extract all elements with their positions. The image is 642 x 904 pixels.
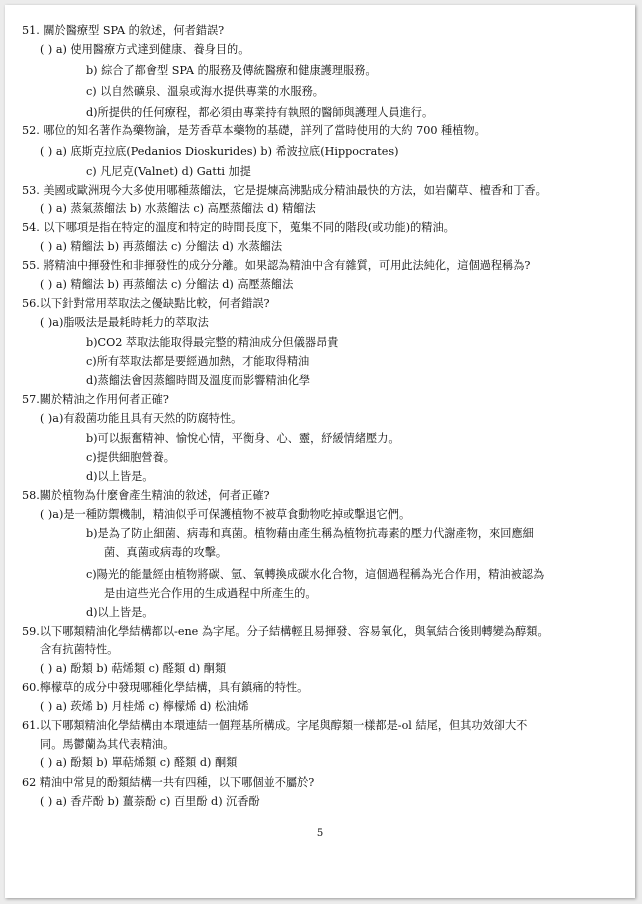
text-line: ( )a)有殺菌功能且具有天然的防腐特性。: [40, 412, 243, 425]
exam-page: [5, 5, 635, 898]
text-line: 62 精油中常見的酚類結構一共有四種，以下哪個並不屬於?: [22, 776, 315, 789]
text-line: 61.以下哪類精油化學結構由本環連結一個羥基所構成。字尾與醇類一樣都是-ol 結尾，但其功效卻大不: [22, 719, 528, 732]
text-line: 菌、真菌或病毒的攻擊。: [104, 546, 228, 559]
text-line: c)提供細胞營養。: [86, 451, 175, 464]
text-line: c)所有萃取法都是要經過加熱，才能取得精油: [86, 355, 310, 368]
text-line: ( )a)是一種防禦機制，精油似乎可保護植物不被草食動物吃掉或擊退它們。: [40, 508, 411, 521]
text-line: c)陽光的能量經由植物將碳、氫、氧轉換成碳水化合物，這個過程稱為光合作用，精油被認為: [86, 568, 545, 581]
text-line: 55. 將精油中揮發性和非揮發性的成分分離。如果認為精油中含有雜質，可用此法純化，這個過程稱為?: [22, 259, 531, 272]
text-line: 60.檸檬草的成分中發現哪種化學結構，具有鎮痛的特性。: [22, 681, 309, 694]
text-line: ( )a)脂吸法是最耗時耗力的萃取法: [40, 316, 209, 329]
page-number: 5: [316, 828, 324, 839]
text-line: ( ) a) 莰烯 b) 月桂烯 c) 檸檬烯 d) 松油烯: [40, 700, 249, 713]
text-line: ( ) a) 底斯克拉底(Pedanios Dioskurides) b) 希波拉底(Hippocrates): [40, 145, 399, 158]
text-line: b)CO2 萃取法能取得最完整的精油成分但儀器昂貴: [86, 336, 339, 349]
text-line: 59.以下哪類精油化學結構都以-ene 為字尾。分子結構輕且易揮發、容易氧化，與氧結合後則轉變為醇類。: [22, 625, 549, 638]
text-line: ( ) a) 使用醫療方式達到健康、養身目的。: [40, 43, 250, 56]
text-line: 含有抗菌特性。: [40, 643, 119, 656]
text-line: c) 凡尼克(Valnet) d) Gatti 加提: [86, 165, 251, 178]
text-line: 是由這些光合作用的生成過程中所產生的。: [104, 587, 317, 600]
text-line: b)可以振奮精神、愉悅心情，平衡身、心、靈，紓緩情緒壓力。: [86, 432, 400, 445]
text-line: c) 以自然礦泉、溫泉或海水提供專業的水服務。: [86, 85, 324, 98]
text-line: b) 綜合了都會型 SPA 的服務及傳統醫療和健康護理服務。: [86, 64, 377, 77]
text-line: d)以上皆是。: [86, 470, 154, 483]
text-line: ( ) a) 香芹酚 b) 薑萘酚 c) 百里酚 d) 沉香酚: [40, 795, 260, 808]
text-line: b)是為了防止細菌、病毒和真菌。植物藉由產生稱為植物抗毒素的壓力代謝產物，來回應細: [86, 527, 534, 540]
text-line: 51. 關於醫療型 SPA 的敘述，何者錯誤?: [22, 24, 225, 37]
text-line: ( ) a) 精餾法 b) 再蒸餾法 c) 分餾法 d) 水蒸餾法: [40, 240, 283, 253]
text-line: d)所提供的任何療程，都必須由專業持有執照的醫師與護理人員進行。: [86, 106, 434, 119]
text-line: 53. 美國或歐洲現今大多使用哪種蒸餾法，它是提煉高沸點成分精油最快的方法，如岩蘭草、檀香和丁香。: [22, 184, 547, 197]
text-line: 同。馬鬱蘭為其代表精油。: [40, 738, 175, 751]
text-line: 56.以下針對常用萃取法之優缺點比較，何者錯誤?: [22, 297, 270, 310]
text-line: d)蒸餾法會因蒸餾時間及溫度而影響精油化學: [86, 374, 311, 387]
text-line: 57.關於精油之作用何者正確?: [22, 393, 169, 406]
text-line: 52. 哪位的知名著作為藥物論，是芳香草本藥物的基礎，詳列了當時使用的大約 700 種植物。: [22, 124, 486, 137]
text-line: d)以上皆是。: [86, 606, 154, 619]
text-line: 58.關於植物為什麼會產生精油的敘述，何者正確?: [22, 489, 270, 502]
text-line: 54. 以下哪項是指在特定的溫度和特定的時間長度下，蒐集不同的階段(或功能)的精油。: [22, 221, 455, 234]
text-line: ( ) a) 蒸氣蒸餾法 b) 水蒸餾法 c) 高壓蒸餾法 d) 精餾法: [40, 202, 316, 215]
text-line: ( ) a) 酚類 b) 單萜烯類 c) 醛類 d) 酮類: [40, 756, 238, 769]
text-line: ( ) a) 精餾法 b) 再蒸餾法 c) 分餾法 d) 高壓蒸餾法: [40, 278, 294, 291]
text-line: ( ) a) 酚類 b) 萜烯類 c) 醛類 d) 酮類: [40, 662, 227, 675]
